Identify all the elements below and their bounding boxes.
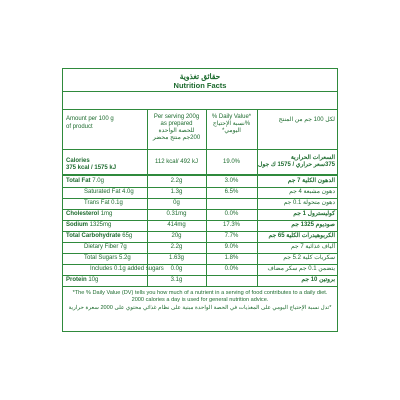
row-divider bbox=[63, 187, 337, 188]
serving-value: 0g bbox=[173, 200, 180, 206]
column-divider bbox=[206, 198, 207, 209]
column-divider bbox=[257, 198, 258, 209]
nutrient-label-arabic: سكريات كلية 5.2 جم bbox=[283, 255, 335, 261]
daily-value: 6.5% bbox=[224, 189, 239, 195]
column-divider bbox=[206, 264, 207, 275]
column-divider bbox=[147, 231, 148, 242]
calories-label: Calories bbox=[66, 158, 90, 164]
row-divider bbox=[63, 264, 337, 265]
serving-value: 3.1g bbox=[170, 277, 183, 283]
serving-value: 1.63g bbox=[168, 255, 184, 261]
header-amount-line2: of product bbox=[66, 124, 93, 130]
daily-value: 3.0% bbox=[224, 178, 239, 184]
nutrient-amount: 0.1g added sugars bbox=[114, 266, 164, 272]
column-divider bbox=[147, 253, 148, 264]
column-divider bbox=[206, 176, 207, 187]
nutrient-label bbox=[84, 189, 134, 196]
footnote-english-line1: *The % Daily Value (DV) tells you how much of a nutrient in a serving of food contributes to a daily diet. bbox=[72, 290, 328, 296]
serving-value: 0.31mg bbox=[166, 211, 187, 217]
nutrient-amount: 0.1g bbox=[111, 200, 123, 206]
divider bbox=[63, 109, 337, 110]
column-divider bbox=[257, 231, 258, 242]
nutrient-name: Dietary Fiber bbox=[84, 244, 119, 250]
daily-value: 0.0% bbox=[224, 211, 239, 217]
row-divider bbox=[63, 209, 337, 210]
serving-value: 0.0g bbox=[170, 266, 183, 272]
calories-dv: 19.0% bbox=[222, 159, 240, 165]
column-divider bbox=[147, 264, 148, 275]
nutrient-name: Cholesterol bbox=[66, 211, 100, 217]
nutrient-amount: 1325mg bbox=[89, 222, 112, 228]
column-divider bbox=[257, 187, 258, 198]
column-divider bbox=[206, 242, 207, 253]
nutrient-label bbox=[66, 233, 132, 240]
nutrient-label bbox=[84, 244, 127, 251]
nutrient-amount: 5.2g bbox=[119, 255, 131, 261]
nutrient-amount: 10g bbox=[88, 277, 99, 283]
header-serving-line1: Per serving 200g bbox=[153, 114, 200, 120]
row-divider bbox=[63, 231, 337, 232]
calories-serving: 112 kcal/ 492 kJ bbox=[155, 159, 198, 165]
nutrient-name: Total Fat bbox=[66, 178, 91, 184]
header-amount-line1: Amount per 100 g bbox=[66, 116, 114, 122]
title-arabic: حقائق تغذوية bbox=[179, 72, 221, 81]
title-english: Nutrition Facts bbox=[173, 81, 227, 90]
column-divider bbox=[206, 253, 207, 264]
header-dv-line2: %نسبة الإحتياج bbox=[212, 121, 251, 127]
nutrient-label-arabic: دهون متحولة 0.1 جم bbox=[283, 200, 335, 206]
serving-value: 414mg bbox=[167, 222, 186, 228]
header-serving-line2: as prepared bbox=[160, 121, 193, 127]
column-divider bbox=[147, 198, 148, 209]
nutrient-label-arabic: يتضمن 0.1 جم سكر مضاف bbox=[267, 266, 335, 272]
column-divider bbox=[206, 187, 207, 198]
column-divider bbox=[147, 209, 148, 220]
nutrient-name: Trans Fat bbox=[84, 200, 110, 206]
column-divider bbox=[147, 242, 148, 253]
column-divider bbox=[147, 176, 148, 187]
daily-value: 1.8% bbox=[224, 255, 239, 261]
calories-label-arabic: السعرات الحرارية bbox=[290, 155, 335, 161]
footnote-english-line2: 2000 calories a day is used for general nutrition advice. bbox=[131, 297, 269, 303]
serving-value: 2.2g bbox=[170, 178, 183, 184]
nutrient-label bbox=[66, 178, 104, 185]
nutrient-name: Sodium bbox=[66, 222, 88, 228]
nutrient-name: Total Carbohydrate bbox=[66, 233, 121, 239]
column-divider bbox=[257, 220, 258, 231]
column-divider bbox=[206, 275, 207, 286]
column-divider bbox=[257, 264, 258, 275]
row-divider bbox=[63, 220, 337, 221]
daily-value: 9.0% bbox=[224, 244, 239, 250]
daily-value: 0.0% bbox=[224, 266, 239, 272]
column-divider bbox=[257, 242, 258, 253]
nutrient-label-arabic: الكربوهيدرات الكلية 65 جم bbox=[268, 233, 335, 239]
column-divider bbox=[147, 187, 148, 198]
nutrient-amount: 4.0g bbox=[122, 189, 134, 195]
row-divider bbox=[63, 253, 337, 254]
header-dv-line3: اليومي* bbox=[222, 128, 241, 134]
column-divider bbox=[206, 231, 207, 242]
header-per100-arabic: لكل 100 جم من المنتج bbox=[278, 117, 335, 123]
serving-value: 20g bbox=[171, 233, 182, 239]
daily-value: 17.3% bbox=[222, 222, 240, 228]
column-divider bbox=[147, 220, 148, 231]
column-divider bbox=[257, 176, 258, 187]
row-divider bbox=[63, 198, 337, 199]
divider bbox=[63, 149, 337, 150]
nutrient-amount: 65g bbox=[122, 233, 133, 239]
column-divider bbox=[257, 253, 258, 264]
nutrient-label bbox=[84, 255, 131, 262]
row-divider bbox=[63, 275, 337, 276]
nutrition-facts-panel bbox=[62, 68, 338, 332]
nutrient-label-arabic: صوديوم 1325 جم bbox=[291, 222, 335, 228]
nutrient-name: Total Sugars bbox=[84, 255, 118, 261]
nutrient-name: Saturated Fat bbox=[84, 189, 121, 195]
calories-value: 375 kcal / 1575 kJ bbox=[66, 165, 117, 171]
nutrient-label bbox=[84, 200, 123, 207]
daily-value: 7.7% bbox=[224, 233, 239, 239]
header-serving-line3: للحصة الواحدة bbox=[158, 128, 195, 134]
column-divider bbox=[257, 275, 258, 286]
column-divider bbox=[206, 209, 207, 220]
nutrient-label bbox=[66, 277, 98, 284]
nutrient-label bbox=[66, 211, 112, 218]
footnote-arabic: *تدل نسبة الإحتياج اليومي على المغذيات في الحصة الواحدة مبنية على نظام غذائي محتوي على 2000 سعرة حرارية bbox=[68, 305, 332, 311]
divider bbox=[63, 91, 337, 92]
nutrient-amount: 1mg bbox=[100, 211, 113, 217]
nutrient-label-arabic: الدهون الكلية 7 جم bbox=[287, 178, 335, 184]
serving-value: 1.3g bbox=[170, 189, 183, 195]
nutrient-amount: 7g bbox=[120, 244, 127, 250]
nutrient-label bbox=[66, 222, 111, 229]
nutrient-name: Protein bbox=[66, 277, 87, 283]
nutrient-label-arabic: بروتين 10 جم bbox=[301, 277, 335, 283]
column-divider bbox=[147, 275, 148, 286]
serving-value: 2.2g bbox=[170, 244, 183, 250]
column-divider bbox=[206, 220, 207, 231]
header-dv-line1: % Daily Value* bbox=[211, 114, 252, 120]
column-divider bbox=[257, 209, 258, 220]
nutrient-label-arabic: كوليسترول 1 جم bbox=[293, 211, 335, 217]
nutrient-name: Includes bbox=[90, 266, 113, 272]
thick-divider bbox=[63, 286, 337, 287]
nutrient-label-arabic: دهون مشبعة 4 جم bbox=[289, 189, 335, 195]
header-serving-line4: 200جم منتج محضر bbox=[152, 135, 201, 141]
nutrient-label-arabic: ألياف غذائية 7 جم bbox=[290, 244, 335, 250]
row-divider bbox=[63, 242, 337, 243]
nutrient-amount: 7.0g bbox=[92, 178, 104, 184]
thick-divider bbox=[63, 174, 337, 176]
calories-value-arabic: 375سعر حراري / 1575 ك جول bbox=[257, 162, 335, 168]
